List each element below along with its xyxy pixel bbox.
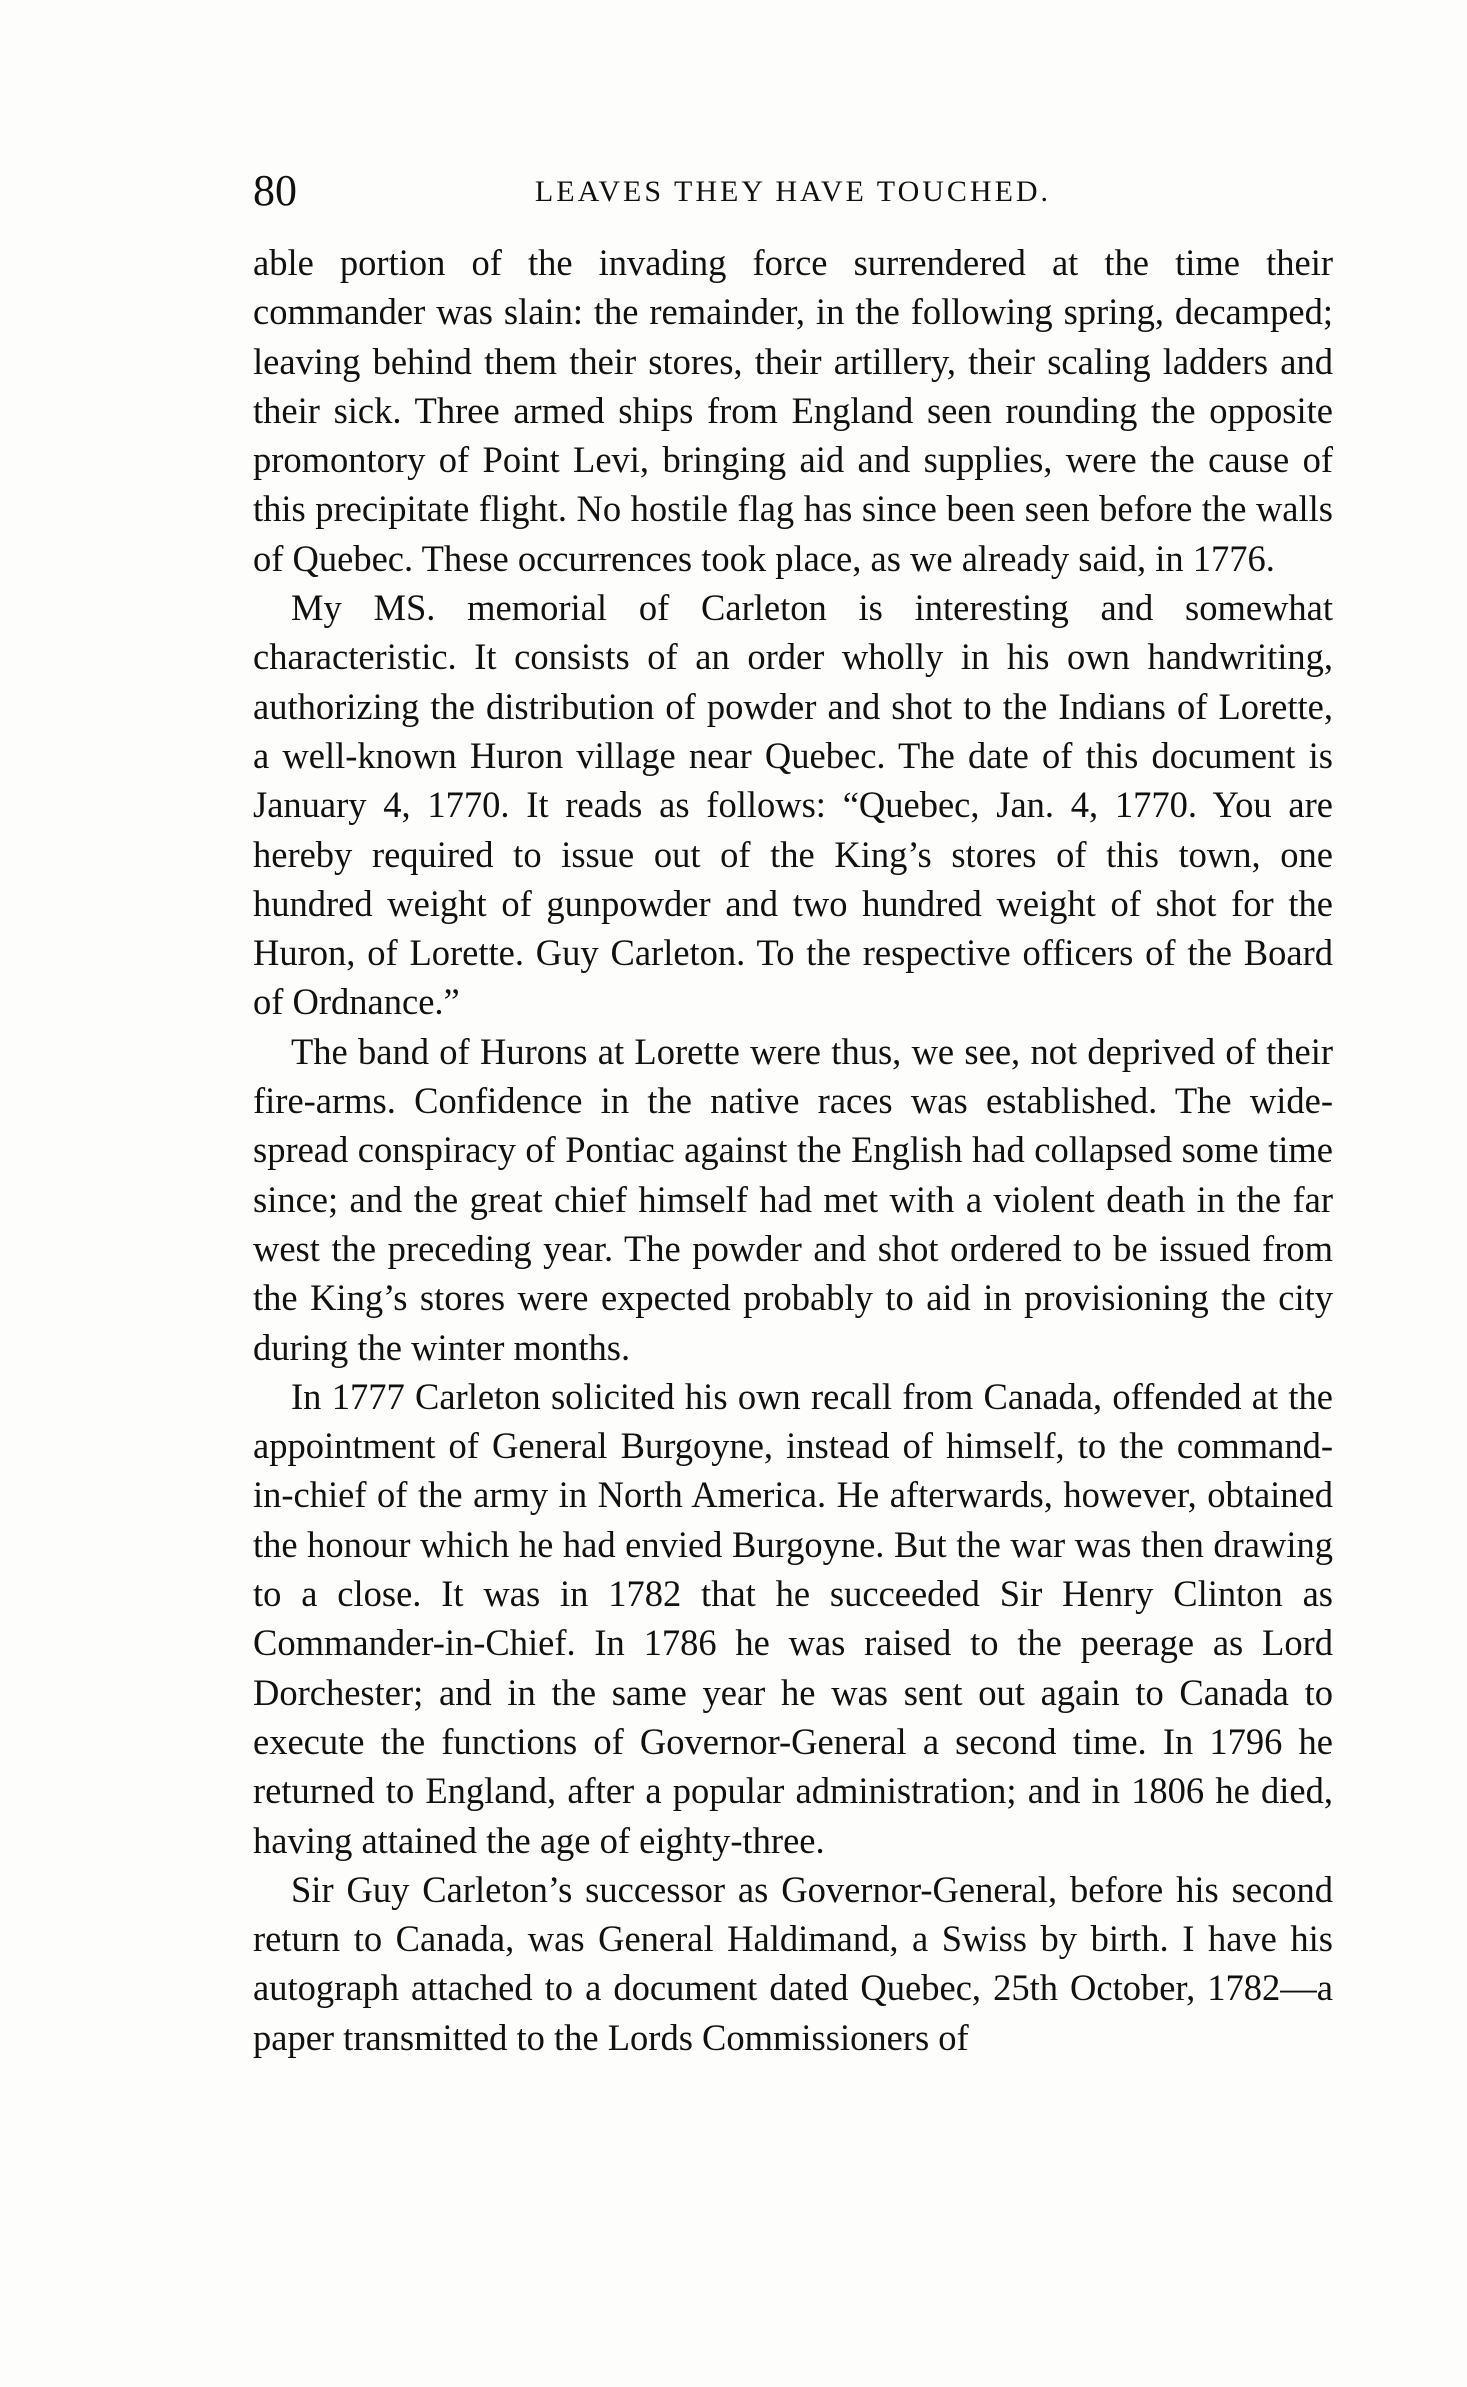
page-number: 80 xyxy=(253,166,297,215)
page-body xyxy=(253,238,1333,2062)
running-head: LEAVES THEY HAVE TOUCHED. xyxy=(534,175,1052,208)
paragraph: Sir Guy Carleton’s successor as Governor-General, before his second return to Canada, was General Haldimand, a Swiss by birth. I have his autograph attached to a document dated Quebec, 25th October, 1782—a paper transmitted to the Lords Commissioners of xyxy=(253,1868,1333,2058)
page-header xyxy=(253,166,1333,216)
paragraph: The band of Hurons at Lorette were thus, we see, not deprived of their fire-arms. Confidence in the native races was established. The wide-spread conspiracy of Pontiac against the English had collapsed some time since; and the great chief himself had met with a violent death in the far west the preceding year. The powder and shot ordered to be issued from the King’s stores were expected probably to aid in provisioning the city during the winter months. xyxy=(253,1030,1333,1368)
paragraph: In 1777 Carleton solicited his own recall from Canada, offended at the appointment of General Burgoyne, instead of himself, to the command-in-chief of the army in North America. He afterwards, however, obtained the honour which he had envied Burgoyne. But the war was then drawing to a close. It was in 1782 that he succeeded Sir Henry Clinton as Commander-in-Chief. In 1786 he was raised to the peerage as Lord Dorchester; and in the same year he was sent out again to Canada to execute the functions of Governor-General a second time. In 1796 he returned to England, after a popular administration; and in 1806 he died, having attained the age of eighty-three. xyxy=(253,1375,1333,1861)
paragraph: able portion of the invading force surrendered at the time their commander was slain: the remainder, in the following spring, decamped; leaving behind them their stores, their artillery, their scaling ladders and their sick. Three armed ships from England seen rounding the opposite promontory of Point Levi, bringing aid and supplies, were the cause of this precipitate flight. No hostile flag has since been seen before the walls of Quebec. These occurrences took place, as we already said, in 1776. xyxy=(253,242,1333,579)
paragraph: My MS. memorial of Carleton is interesting and somewhat characteristic. It consists of an order wholly in his own handwriting, authorizing the distribution of powder and shot to the Indians of Lorette, a well-known Huron village near Quebec. The date of this document is January 4, 1770. It reads as follows: “Quebec, Jan. 4, 1770. You are hereby required to issue out of the King’s stores of this town, one hundred weight of gunpowder and two hundred weight of shot for the Huron, of Lorette. Guy Carleton. To the respective officers of the Board of Ordnance.” xyxy=(253,587,1333,1023)
